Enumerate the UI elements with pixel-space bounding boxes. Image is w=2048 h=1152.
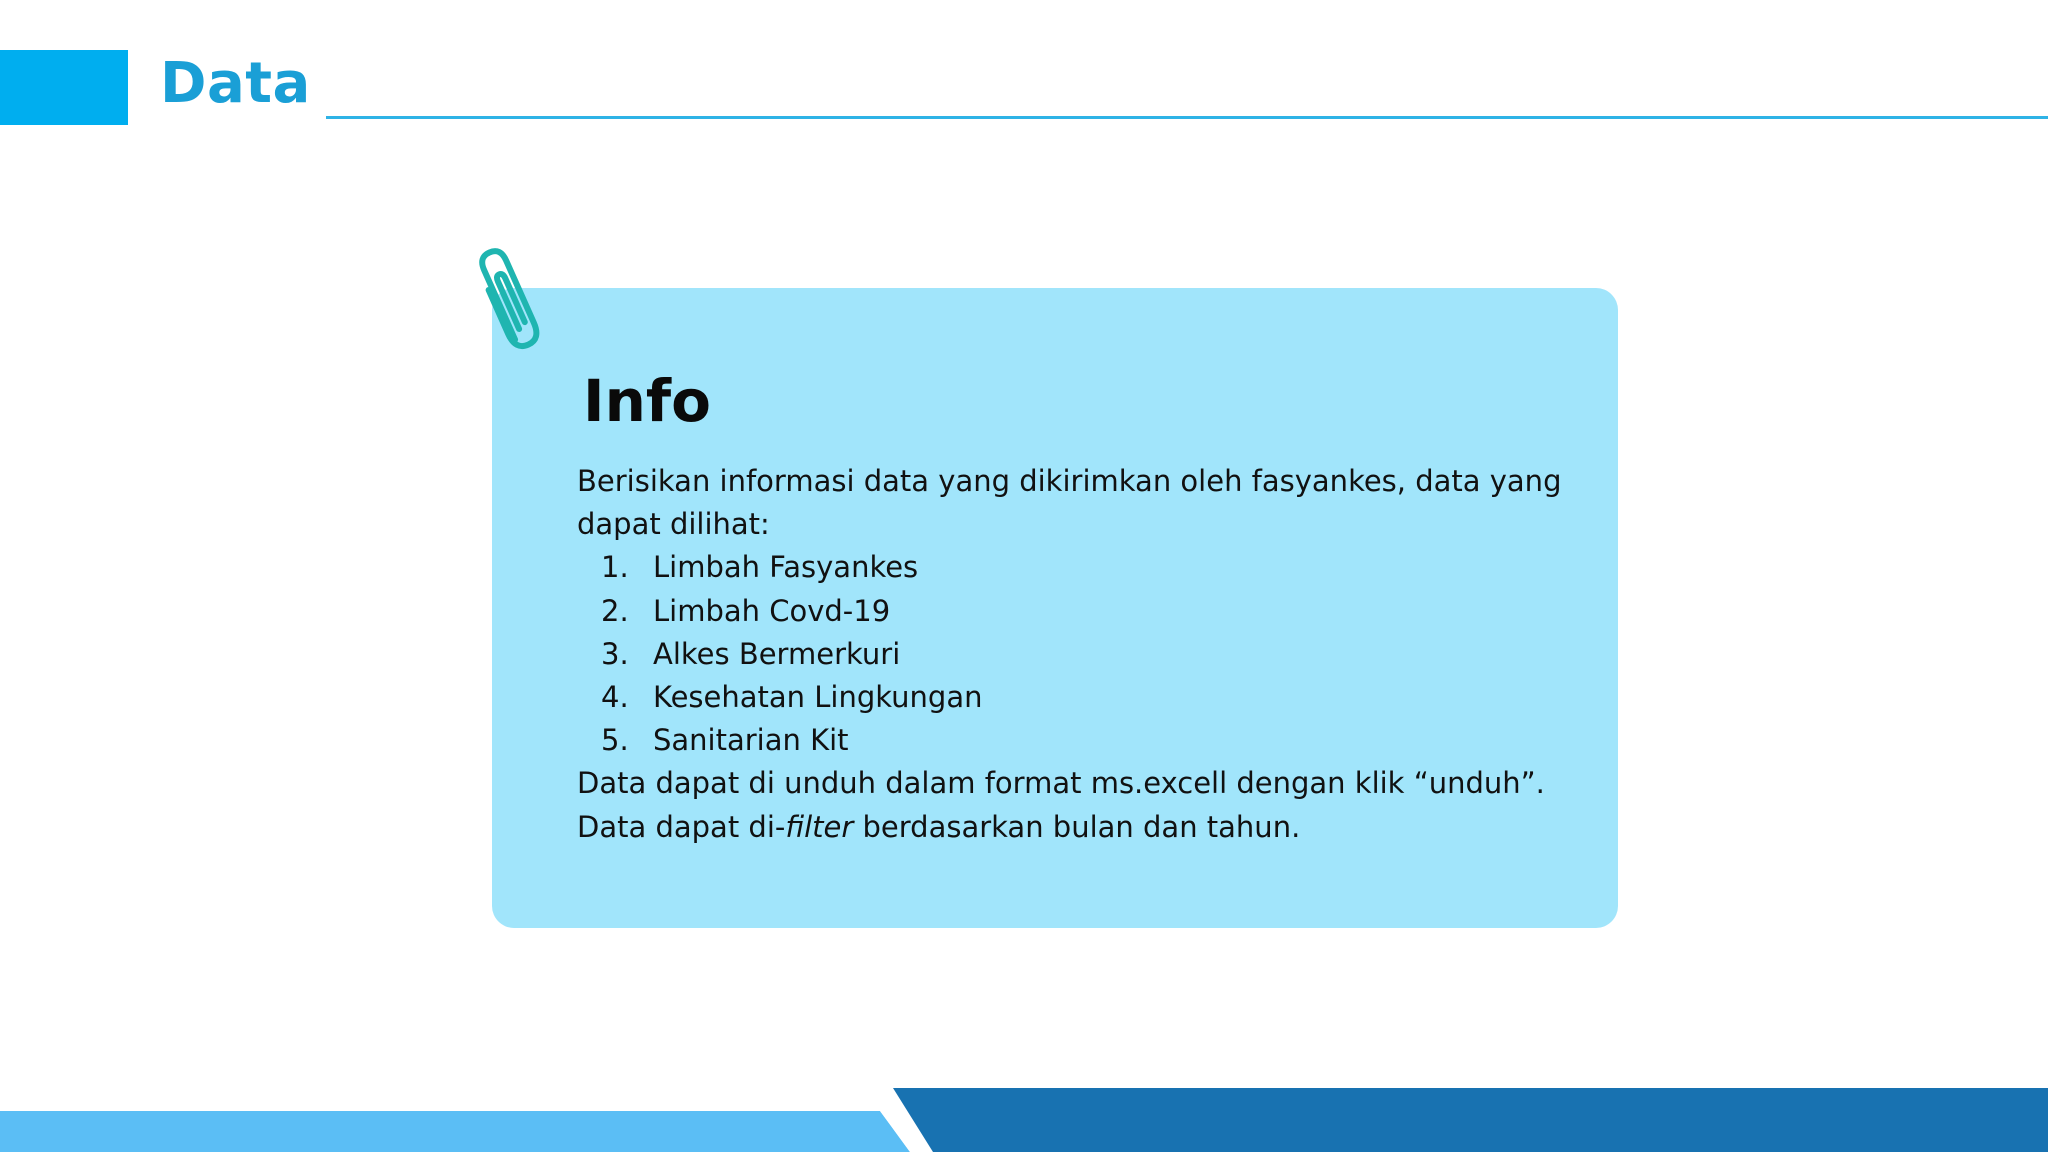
footer-light-band [0,1111,910,1152]
list-item [577,546,1587,589]
list-item-number: 2. [601,593,629,628]
list-item-label: Limbah Fasyankes [653,550,919,585]
card-body [577,460,1587,849]
list-item-number: 4. [601,680,629,715]
list-item [577,633,1587,676]
list-item-label: Kesehatan Lingkungan [653,680,983,715]
slide-title: Data [160,51,311,116]
paperclip-icon [466,244,546,360]
list-item-label: Alkes Bermerkuri [653,636,901,671]
list-item [577,590,1587,633]
filter-note-prefix: Data dapat di- [577,809,786,844]
list-item-label: Sanitarian Kit [653,723,849,758]
download-note: Data dapat di unduh dalam format ms.excell dengan klik “unduh”. [577,766,1545,801]
header-divider [326,116,2048,119]
filter-note-emphasis: filter [785,809,854,844]
list-item [577,676,1587,719]
header-accent-block [0,50,128,125]
card-title: Info [583,367,711,435]
list-item-number: 3. [601,636,629,671]
footer-dark-band [893,1088,2048,1152]
filter-note-suffix: berdasarkan bulan dan tahun. [853,809,1301,844]
data-type-list [577,546,1587,762]
list-item-number: 1. [601,550,629,585]
list-item-number: 5. [601,723,629,758]
list-item-label: Limbah Covd-19 [653,593,891,628]
footer-band [0,1080,2048,1152]
filter-note [577,806,1587,849]
list-item [577,719,1587,762]
card-intro: Berisikan informasi data yang dikirimkan oleh fasyankes, data yang dapat dilihat: [577,464,1562,542]
